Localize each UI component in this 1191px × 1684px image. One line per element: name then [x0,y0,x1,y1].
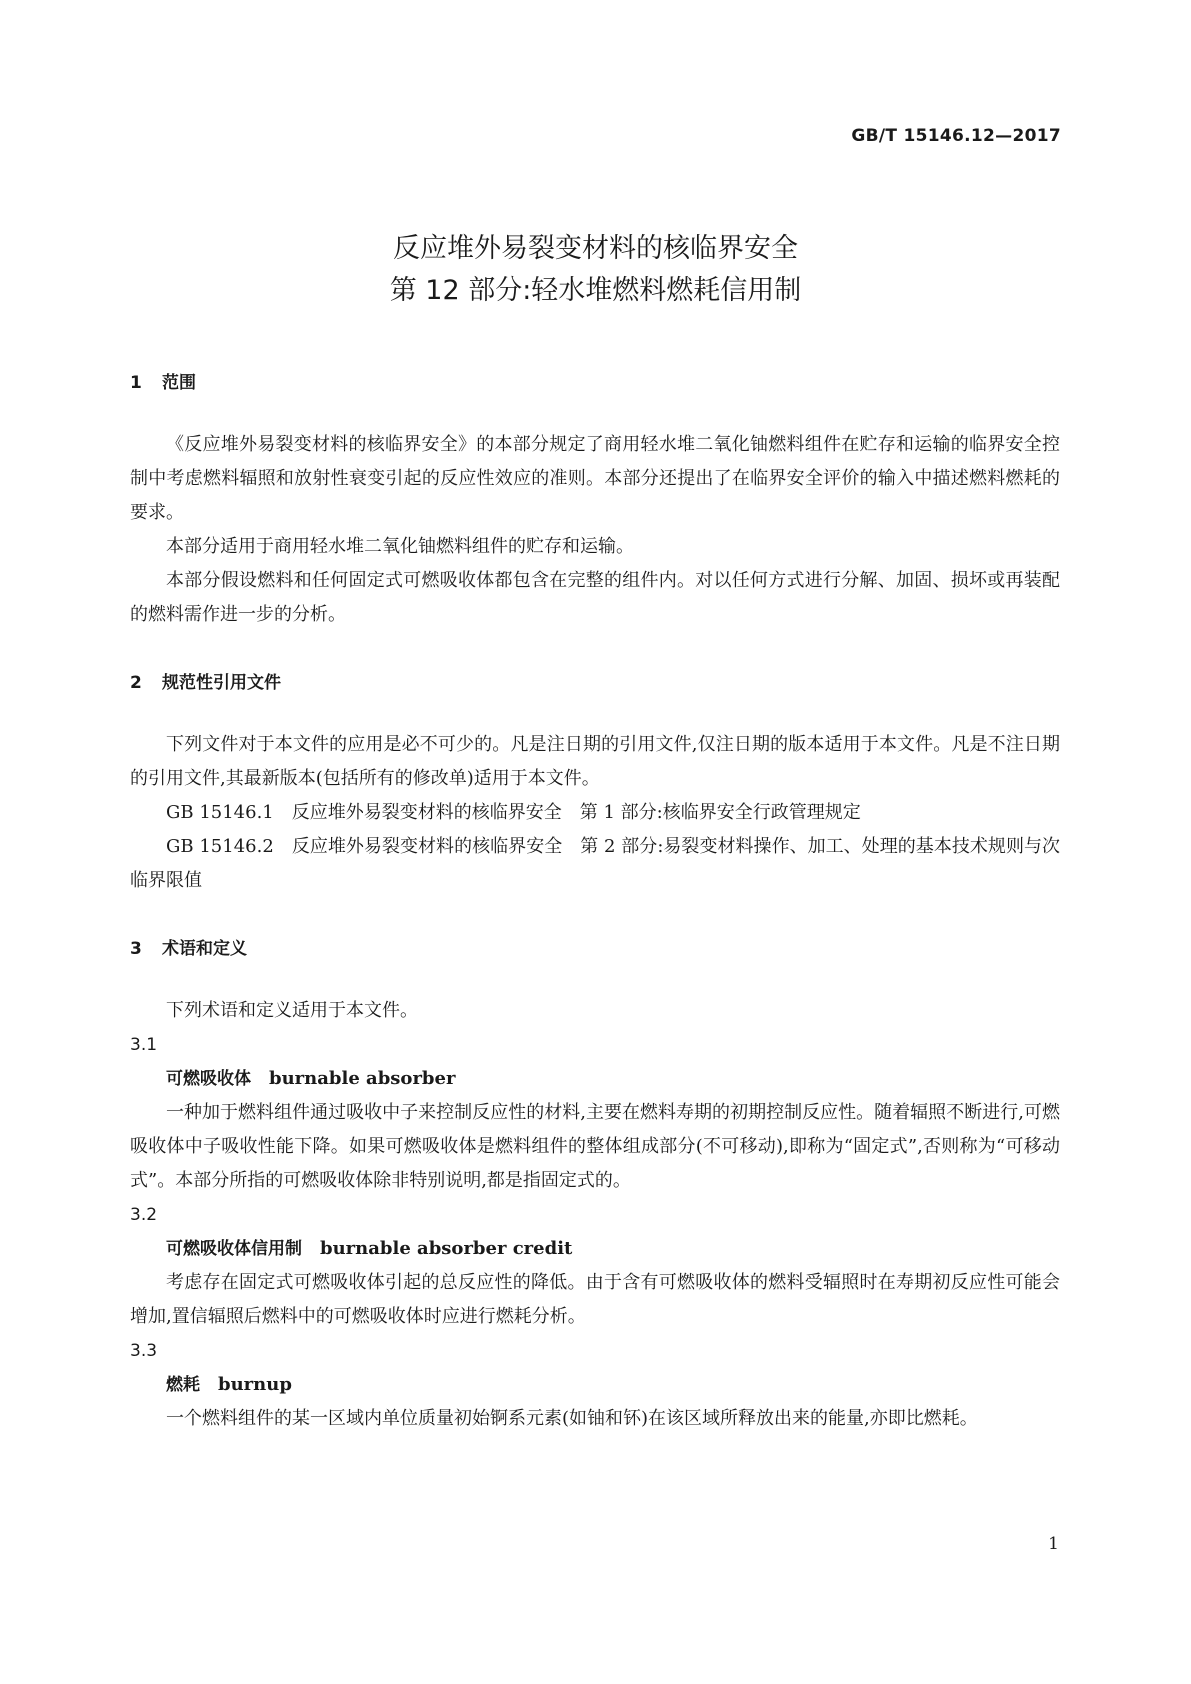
standard-code: GB/T 15146.12—2017 [851,126,1061,146]
paragraph: 《反应堆外易裂变材料的核临界安全》的本部分规定了商用轻水堆二氧化铀燃料组件在贮存和运输的临界安全控制中考虑燃料辐照和放射性衰变引起的反应性效应的准则。本部分还提出了在临界安全评价的输入中描述燃料燃耗的要求。 [130,434,1060,523]
term-chinese: 燃耗 [166,1375,200,1395]
paragraph: 下列文件对于本文件的应用是必不可少的。凡是注日期的引用文件,仅注日期的版本适用于本文件。凡是不注日期的引用文件,其最新版本(包括所有的修改单)适用于本文件。 [130,734,1060,789]
section-number: 3 [130,939,142,959]
term-number: 3.2 [130,1205,158,1225]
reference-code: GB 15146.1 [166,802,274,823]
reference-part: 第 2 部分:易裂变材料操作、加工、处理的基本技术规则与次临界限值 [130,836,1060,891]
title-line-2: 第 12 部分:轻水堆燃料燃耗信用制 [389,275,802,306]
reference-code: GB 15146.2 [166,836,274,857]
section-number: 2 [130,673,142,693]
paragraph: 本部分假设燃料和任何固定式可燃吸收体都包含在完整的组件内。对以任何方式进行分解、加固、损坏或再装配的燃料需作进一步的分析。 [130,570,1060,625]
section-number: 1 [130,373,142,393]
paragraph: 本部分适用于商用轻水堆二氧化铀燃料组件的贮存和运输。 [166,536,634,557]
term-definition: 考虑存在固定式可燃吸收体引起的总反应性的降低。由于含有可燃吸收体的燃料受辐照时在寿期初反应性可能会增加,置信辐照后燃料中的可燃吸收体时应进行燃耗分析。 [130,1272,1060,1327]
document-body [130,366,1060,1436]
section-heading-scope [130,366,1060,400]
page-number: 1 [1048,1534,1059,1554]
term-definition: 一种加于燃料组件通过吸收中子来控制反应性的材料,主要在燃料寿期的初期控制反应性。随着辐照不断进行,可燃吸收体中子吸收性能下降。如果可燃吸收体是燃料组件的整体组成部分(不可移动),即称为“固定式”,否则称为“可移动式”。本部分所指的可燃吸收体除非特别说明,都是指固定式的。 [130,1102,1060,1191]
title-line-1: 反应堆外易裂变材料的核临界安全 [393,233,798,264]
reference-title: 反应堆外易裂变材料的核临界安全 [291,802,562,823]
reference-item [130,796,1060,830]
section-heading-normative-references [130,666,1060,700]
term-english: burnup [218,1374,292,1395]
section-title: 术语和定义 [162,939,247,959]
term-english: burnable absorber [269,1068,456,1089]
term-heading [130,1232,1060,1266]
paragraph: 下列术语和定义适用于本文件。 [166,1000,418,1021]
term-heading [130,1368,1060,1402]
section-title: 范围 [162,373,196,393]
document-title [0,228,1191,312]
reference-part: 第 1 部分:核临界安全行政管理规定 [579,802,861,823]
term-chinese: 可燃吸收体信用制 [166,1239,302,1259]
term-number: 3.1 [130,1035,158,1055]
term-definition: 一个燃料组件的某一区域内单位质量初始锕系元素(如铀和钚)在该区域所释放出来的能量,亦即比燃耗。 [166,1408,978,1429]
section-heading-terms-definitions [130,932,1060,966]
term-heading [130,1062,1060,1096]
reference-item [130,830,1060,898]
term-chinese: 可燃吸收体 [166,1069,251,1089]
term-number: 3.3 [130,1341,158,1361]
reference-title: 反应堆外易裂变材料的核临界安全 [291,836,563,857]
section-title: 规范性引用文件 [162,673,281,693]
term-english: burnable absorber credit [320,1238,573,1259]
